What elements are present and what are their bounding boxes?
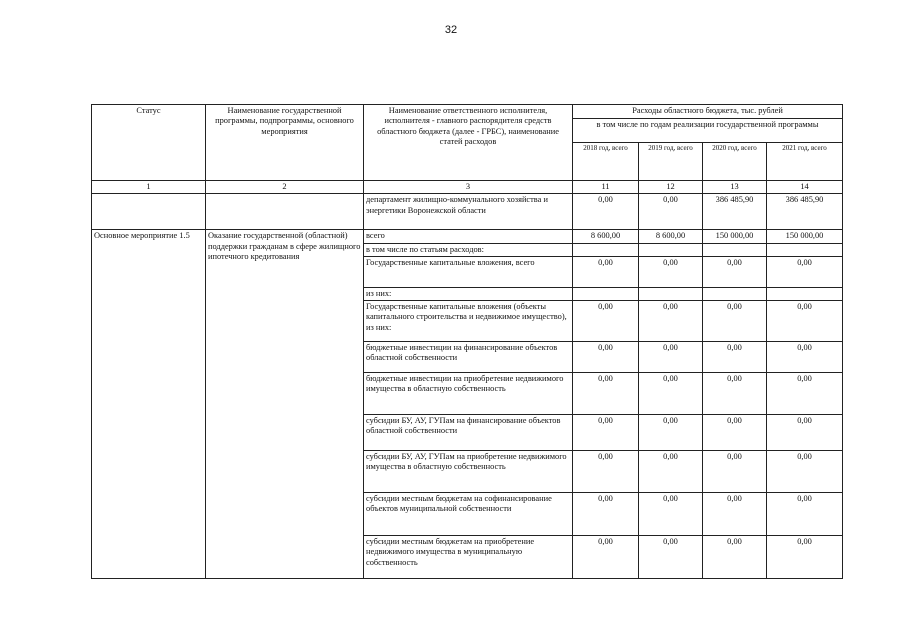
- value-cell: 0,00: [767, 415, 843, 451]
- page-number: 32: [444, 24, 458, 36]
- value-cell: 0,00: [639, 373, 703, 415]
- value-cell: 0,00: [573, 194, 639, 230]
- value-cell: [767, 243, 843, 256]
- value-cell: [639, 243, 703, 256]
- value-cell: [639, 287, 703, 300]
- header-year: 2021 год, всего: [767, 143, 843, 181]
- value-cell: 0,00: [767, 536, 843, 579]
- header-year: 2020 год, всего: [703, 143, 767, 181]
- value-cell: 0,00: [573, 451, 639, 493]
- value-cell: 0,00: [767, 256, 843, 287]
- row-label: субсидии БУ, АУ, ГУПам на приобретение недвижимого имущества в областную собственность: [364, 451, 573, 493]
- row-label: субсидии местным бюджетам на софинансирование объектов муниципальной собственности: [364, 493, 573, 536]
- column-number: 1: [92, 181, 206, 194]
- executor-cell: департамент жилищно-коммунального хозяйства и энергетики Воронежской области: [364, 194, 573, 230]
- value-cell: 0,00: [573, 493, 639, 536]
- value-cell: 0,00: [573, 373, 639, 415]
- table-row: [92, 230, 843, 243]
- row-label: бюджетные инвестиции на приобретение недвижимого имущества в областную собственность: [364, 373, 573, 415]
- value-cell: 8 600,00: [573, 230, 639, 243]
- value-cell: 386 485,90: [767, 194, 843, 230]
- value-cell: [573, 243, 639, 256]
- table-row: [92, 194, 843, 230]
- row-label: Государственные капитальные вложения (объекты капитального строительства и недвижимое имущество), из них:: [364, 301, 573, 342]
- value-cell: 0,00: [573, 256, 639, 287]
- row-label: субсидии БУ, АУ, ГУПам на финансирование объектов областной собственности: [364, 415, 573, 451]
- row-label: всего: [364, 230, 573, 243]
- value-cell: 0,00: [703, 536, 767, 579]
- measure-name: Оказание государственной (областной) поддержки гражданам в сфере жилищного ипотечного кредитования: [206, 230, 364, 579]
- column-number: 12: [639, 181, 703, 194]
- value-cell: 386 485,90: [703, 194, 767, 230]
- value-cell: 0,00: [767, 493, 843, 536]
- value-cell: 8 600,00: [639, 230, 703, 243]
- value-cell: 0,00: [573, 301, 639, 342]
- value-cell: 0,00: [703, 256, 767, 287]
- value-cell: 0,00: [703, 342, 767, 373]
- column-number: 13: [703, 181, 767, 194]
- value-cell: [573, 287, 639, 300]
- value-cell: 0,00: [767, 301, 843, 342]
- header-year: 2018 год, всего: [573, 143, 639, 181]
- header-program-name: Наименование государственной программы, подпрограммы, основного мероприятия: [206, 105, 364, 181]
- budget-table: [91, 104, 843, 579]
- value-cell: 0,00: [639, 493, 703, 536]
- value-cell: 0,00: [703, 301, 767, 342]
- header-expenses-title: Расходы областного бюджета, тыс. рублей: [573, 105, 843, 119]
- value-cell: [767, 287, 843, 300]
- value-cell: 0,00: [639, 301, 703, 342]
- row-label: бюджетные инвестиции на финансирование объектов областной собственности: [364, 342, 573, 373]
- value-cell: 0,00: [639, 451, 703, 493]
- row-label: субсидии местным бюджетам на приобретение недвижимого имущества в муниципальную собственность: [364, 536, 573, 579]
- value-cell: 0,00: [573, 415, 639, 451]
- value-cell: 0,00: [703, 373, 767, 415]
- value-cell: 150 000,00: [703, 230, 767, 243]
- header-year: 2019 год, всего: [639, 143, 703, 181]
- value-cell: [703, 287, 767, 300]
- value-cell: 0,00: [767, 451, 843, 493]
- row-label: Государственные капитальные вложения, всего: [364, 256, 573, 287]
- value-cell: 150 000,00: [767, 230, 843, 243]
- value-cell: 0,00: [767, 342, 843, 373]
- column-number: 2: [206, 181, 364, 194]
- column-number: 3: [364, 181, 573, 194]
- column-number: 11: [573, 181, 639, 194]
- value-cell: 0,00: [639, 256, 703, 287]
- value-cell: 0,00: [639, 342, 703, 373]
- value-cell: 0,00: [639, 415, 703, 451]
- row-label: в том числе по статьям расходов:: [364, 243, 573, 256]
- value-cell: 0,00: [703, 415, 767, 451]
- header-executor: Наименование ответственного исполнителя, исполнителя - главного распорядителя средств областного бюджета (далее - ГРБС), наименование статей расходов: [364, 105, 573, 181]
- value-cell: 0,00: [703, 493, 767, 536]
- value-cell: 0,00: [573, 342, 639, 373]
- value-cell: 0,00: [639, 536, 703, 579]
- row-label: из них:: [364, 287, 573, 300]
- value-cell: [703, 243, 767, 256]
- header-status: Статус: [92, 105, 206, 181]
- header-expenses-subtitle: в том числе по годам реализации государственной программы: [573, 119, 843, 143]
- program-cell: [206, 194, 364, 230]
- column-number: 14: [767, 181, 843, 194]
- measure-status: Основное мероприятие 1.5: [92, 230, 206, 579]
- value-cell: 0,00: [767, 373, 843, 415]
- value-cell: 0,00: [573, 536, 639, 579]
- value-cell: 0,00: [639, 194, 703, 230]
- value-cell: 0,00: [703, 451, 767, 493]
- status-cell: [92, 194, 206, 230]
